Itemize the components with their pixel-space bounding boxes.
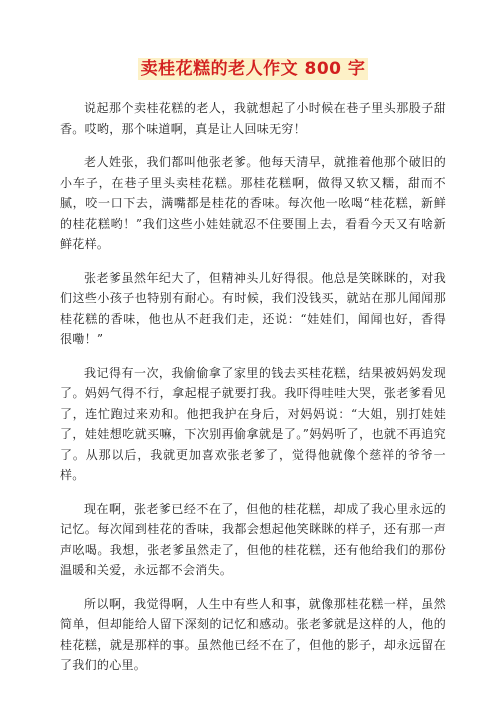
paragraph-6: 所以啊，我觉得啊，人生中有些人和事，就像那桂花糕一样，虽然简单，但却能给人留下深刻的记忆和感动。张老爹就是这样的人，他的桂花糕，就是那样的事。虽然他已经不在了，但他的影子，却永远留在了我们的心里。 [60,596,446,672]
title-block [60,58,446,80]
paragraph-1: 说起那个卖桂花糕的老人，我就想起了小时候在巷子里头那股子甜香。哎哟，那个味道啊，真是让人回味无穷！ [60,101,446,136]
paragraph-3: 张老爹虽然年纪大了，但精神头儿好得很。他总是笑眯眯的，对我们这些小孩子也特别有耐心。有时候，我们没钱买，就站在那儿闻闻那桂花糕的香味，他也从不赶我们走，还说：“娃娃们，闻闻也好，香得很嘞！” [60,270,446,346]
paragraph-5: 现在啊，张老爹已经不在了，但他的桂花糕，却成了我心里永远的记忆。每次闻到桂花的香味，我都会想起他笑眯眯的样子，还有那一声声吆喝。我想，张老爹虽然走了，但他的桂花糕，还有他给我们的那份温暖和关爱，永远都不会消失。 [60,501,446,577]
page-title: 卖桂花糕的老人作文 800 字 [138,58,369,80]
paragraph-4: 我记得有一次，我偷偷拿了家里的钱去买桂花糕，结果被妈妈发现了。妈妈气得不行，拿起棍子就要打我。我吓得哇哇大哭，张老爹看见了，连忙跑过来劝和。他把我护在身后，对妈妈说：“大姐，别打娃娃了，娃娃想吃就买嘛，下次别再偷拿就是了。”妈妈听了，也就不再追究了。从那以后，我就更加喜欢张老爹了，觉得他就像个慈祥的爷爷一样。 [60,365,446,482]
paragraph-2: 老人姓张，我们都叫他张老爹。他每天清早，就推着他那个破旧的小车子，在巷子里头卖桂花糕。那桂花糕啊，做得又软又糯，甜而不腻，咬一口下去，满嘴都是桂花的香味。每次他一吆喝“桂花糕，新鲜的桂花糕哟！”我们这些小娃娃就忍不住要围上去，看看今天又有啥新鲜花样。 [60,155,446,251]
